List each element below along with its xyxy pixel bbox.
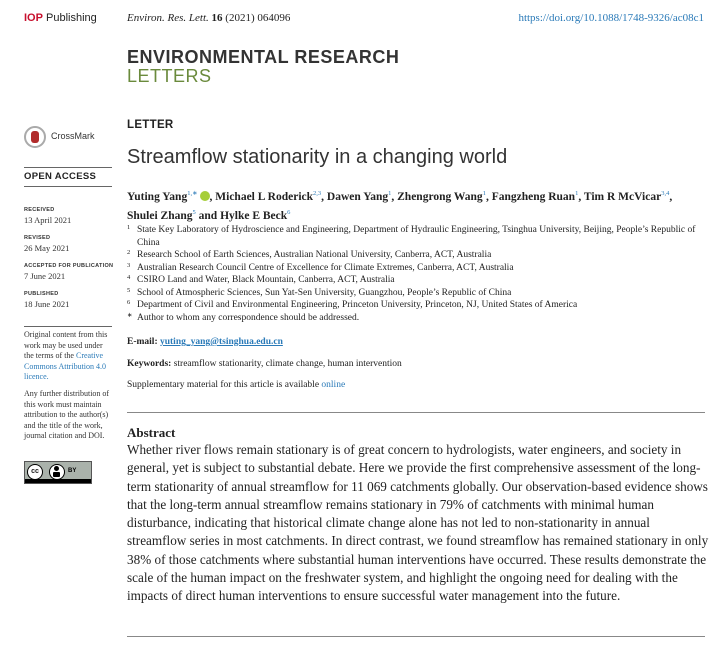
history-date-received: 13 April 2021 bbox=[24, 215, 72, 225]
supplementary-text: Supplementary material for this article is available bbox=[127, 380, 320, 390]
author-separator: and bbox=[195, 209, 221, 222]
license-link[interactable]: Creative Commons Attribution 4.0 licence. bbox=[24, 351, 107, 381]
author-name[interactable]: Yuting Yang bbox=[127, 190, 188, 203]
history-label-received: RECEIVED bbox=[24, 207, 55, 213]
affiliation-item bbox=[127, 262, 712, 275]
author-affiliation-mark: 2,3 bbox=[313, 190, 322, 197]
keywords-line bbox=[127, 359, 402, 369]
author-affiliation-mark: 1 bbox=[388, 190, 392, 197]
author-affiliation-mark: 1,∗ bbox=[187, 190, 198, 197]
affiliation-item bbox=[127, 224, 712, 249]
history-label-accepted: ACCEPTED FOR PUBLICATION bbox=[24, 263, 114, 269]
affiliation-number: ∗ bbox=[127, 311, 133, 319]
article-type: LETTER bbox=[127, 119, 174, 131]
open-access-bottom-rule bbox=[24, 186, 112, 187]
cc-by-badge[interactable] bbox=[24, 461, 92, 484]
history-date-accepted: 7 June 2021 bbox=[24, 271, 66, 281]
open-access-label: OPEN ACCESS bbox=[24, 171, 97, 182]
author-name[interactable]: Dawen Yang bbox=[326, 190, 389, 203]
journal-volume: 16 bbox=[211, 12, 223, 24]
crossmark-label: CrossMark bbox=[51, 131, 95, 141]
affiliation-text: School of Atmospheric Sciences, Sun Yat-Sen University, Guangzhou, People’s Republic of China bbox=[137, 287, 512, 298]
email-line bbox=[127, 337, 283, 347]
publisher-logo-bold: IOP bbox=[24, 12, 43, 24]
person-icon bbox=[49, 464, 65, 480]
affiliation-number: 6 bbox=[127, 299, 131, 306]
abstract-bottom-rule bbox=[127, 636, 705, 637]
history-label-revised: REVISED bbox=[24, 235, 51, 241]
affiliation-number: 3 bbox=[127, 261, 131, 269]
publisher-logo[interactable] bbox=[24, 12, 97, 24]
journal-abbrev: Environ. Res. Lett. bbox=[127, 12, 209, 24]
author-name[interactable]: Michael L Roderick bbox=[215, 190, 314, 203]
cc-icon: cc bbox=[27, 464, 43, 480]
cc-by-label: BY bbox=[68, 468, 77, 474]
author-separator: , bbox=[321, 190, 327, 203]
affiliation-number: 4 bbox=[127, 274, 131, 281]
affiliation-item bbox=[127, 249, 712, 262]
article-title: Streamflow stationarity in a changing world bbox=[127, 146, 508, 168]
affiliation-text: CSIRO Land and Water, Black Mountain, Canberra, ACT, Australia bbox=[137, 275, 395, 285]
orcid-icon[interactable] bbox=[200, 191, 210, 201]
history-label-published: PUBLISHED bbox=[24, 291, 59, 297]
author-name[interactable]: Hylke E Beck bbox=[220, 209, 288, 222]
journal-year-article: (2021) 064096 bbox=[225, 12, 291, 24]
author-affiliation-mark: 6 bbox=[287, 208, 291, 216]
author-name[interactable]: Tim R McVicar bbox=[583, 190, 662, 203]
journal-name-line1: ENVIRONMENTAL RESEARCH bbox=[127, 47, 400, 67]
author-affiliation-mark: 5 bbox=[192, 208, 196, 216]
journal-name-line2: LETTERS bbox=[127, 66, 212, 86]
author-affiliation-mark: 1 bbox=[575, 190, 579, 197]
abstract-text: Whether river flows remain stationary is of great concern to hydrologists, water engineers, and society in general, yet is subject to substantial debate. Here we provide the first comprehensive assessment of the long-term stationarity of annual streamflow for 11 069 catchments globally. Our observation-based evidence shows that the long-term annual streamflow remains stationary in 79% of catchments with minimal human disturbance, indicating that historical climate change alone has not led to non-stationarity in annual streamflow series in most catchments. In direct contrast, we found streamflow has remained stationary in only 38% of those catchments where substantial human interventions have occurred. These results demonstrate the scale of the human impact on the freshwater system, and highlight the ongoing need for dealing with the impacts of direct human interventions to ensure successful water management into the future. bbox=[127, 442, 709, 604]
affiliation-text: Australian Research Council Centre of Excellence for Climate Extremes, Canberra, ACT, Australia bbox=[137, 262, 514, 273]
history-date-revised: 26 May 2021 bbox=[24, 243, 70, 253]
affiliation-text: Department of Civil and Environmental Engineering, Princeton University, Princeton, NJ, United States of America bbox=[137, 300, 578, 310]
author-separator: , bbox=[391, 190, 398, 203]
affiliation-text: Research School of Earth Sciences, Australian National University, Canberra, ACT, Australia bbox=[137, 250, 492, 260]
keywords-label: Keywords: bbox=[127, 359, 172, 369]
author-separator: , bbox=[209, 190, 216, 203]
email-link[interactable]: yuting_yang@tsinghua.edu.cn bbox=[159, 337, 283, 347]
author-affiliation-mark: 1 bbox=[482, 190, 486, 197]
cc-badge-bar bbox=[25, 479, 91, 483]
journal-name bbox=[127, 48, 399, 86]
crossmark-badge[interactable] bbox=[24, 126, 124, 150]
author-affiliation-mark: 3,4 bbox=[661, 190, 670, 197]
affiliation-number: 1 bbox=[127, 224, 131, 231]
author-separator: , bbox=[485, 190, 492, 203]
affiliation-text: Author to whom any correspondence should be addressed. bbox=[137, 312, 360, 323]
affiliation-number: 5 bbox=[127, 286, 131, 294]
publisher-logo-text: Publishing bbox=[46, 12, 97, 24]
affiliation-text: State Key Laboratory of Hydroscience and Engineering, Department of Hydraulic Engineering, Tsinghua University, Beijing, People’s Republic of China bbox=[137, 225, 696, 248]
license-pre: Original content from this work may be used under the terms of the bbox=[24, 330, 108, 360]
open-access-top-rule bbox=[24, 167, 112, 168]
affiliation-item bbox=[127, 287, 712, 300]
email-label: E-mail: bbox=[127, 337, 158, 347]
crossmark-icon bbox=[24, 126, 46, 148]
license-text bbox=[24, 330, 112, 383]
author-name[interactable]: Shulei Zhang bbox=[127, 209, 193, 222]
keywords-text: streamflow stationarity, climate change, human intervention bbox=[173, 359, 402, 369]
journal-citation bbox=[127, 12, 290, 24]
affiliation-item bbox=[127, 312, 712, 325]
author-separator: , bbox=[669, 190, 673, 203]
license-attribution: Any further distribution of this work must maintain attribution to the author(s) and the title of the work, journal citation and DOI. bbox=[24, 389, 110, 440]
affiliation-list bbox=[127, 224, 712, 324]
history-date-published: 18 June 2021 bbox=[24, 299, 70, 309]
abstract-heading: Abstract bbox=[127, 425, 176, 440]
affiliation-item bbox=[127, 299, 712, 312]
abstract-top-rule bbox=[127, 412, 705, 413]
author-name[interactable]: Zhengrong Wang bbox=[397, 190, 483, 203]
supplementary-line bbox=[127, 380, 345, 390]
author-name[interactable]: Fangzheng Ruan bbox=[491, 190, 576, 203]
affiliation-item bbox=[127, 274, 712, 287]
affiliation-number: 2 bbox=[127, 249, 131, 256]
author-separator: , bbox=[578, 190, 584, 203]
author-list bbox=[127, 186, 712, 224]
doi-link[interactable]: https://doi.org/10.1088/1748-9326/ac08c1 bbox=[518, 12, 704, 24]
license-top-rule bbox=[24, 326, 112, 327]
supplementary-link[interactable]: online bbox=[321, 380, 346, 390]
